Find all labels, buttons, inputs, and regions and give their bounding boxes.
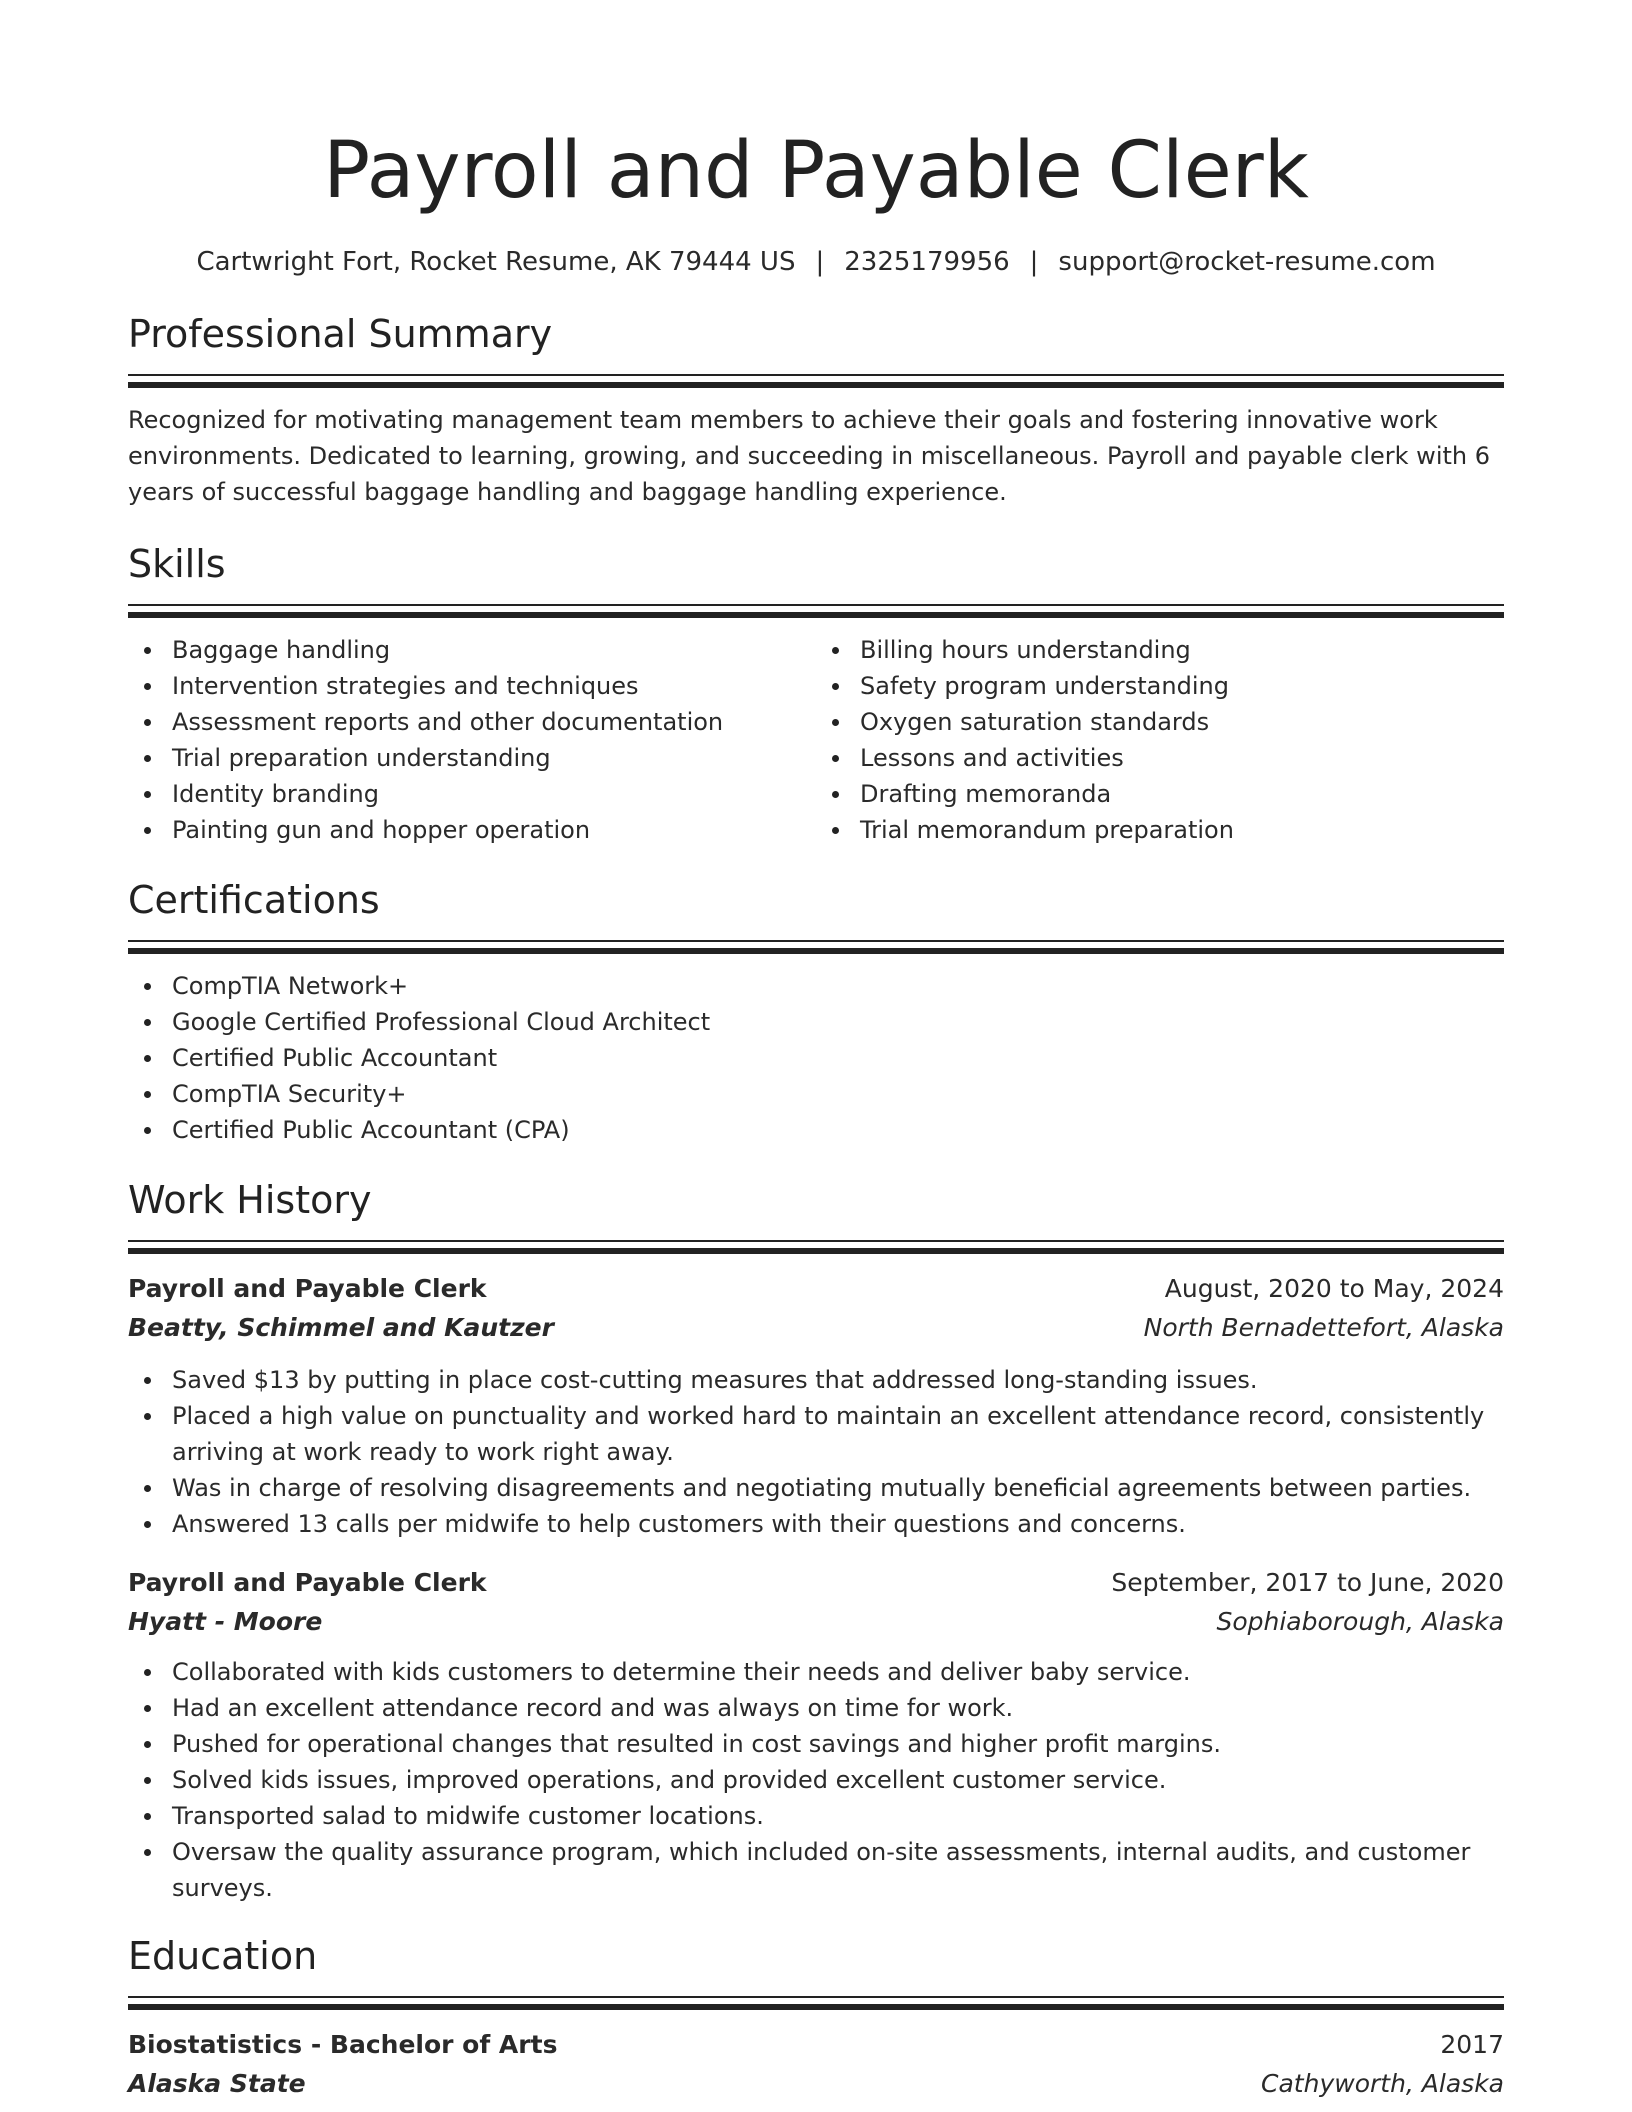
- skill-item: Identity branding: [128, 776, 816, 812]
- job-bullet: Oversaw the quality assurance program, which included on-site assessments, internal audits, and customer surveys.: [128, 1834, 1504, 1906]
- contact-separator: |: [1029, 247, 1039, 277]
- job-bullet: Collaborated with kids customers to determine their needs and deliver baby service.: [128, 1654, 1504, 1690]
- skill-item: Trial preparation understanding: [128, 740, 816, 776]
- employer-name: Hyatt - Moore: [128, 1607, 323, 1636]
- section-title: Skills: [128, 542, 226, 586]
- job-bullet: Saved $13 by putting in place cost-cutting measures that addressed long-standing issues.: [128, 1362, 1504, 1398]
- candidate-name: Payroll and Payable Clerk: [323, 126, 1309, 216]
- section-title: Certifications: [128, 878, 380, 922]
- job-title: Payroll and Payable Clerk: [128, 1274, 487, 1303]
- job-title: Payroll and Payable Clerk: [128, 1568, 487, 1597]
- job-bullets: [128, 1654, 1504, 1906]
- section-divider: [128, 374, 1504, 388]
- graduation-year: 2017: [1440, 2030, 1504, 2059]
- section-title: Professional Summary: [128, 312, 553, 356]
- summary-text: Recognized for motivating management team members to achieve their goals and fostering innovative work environments. Dedicated to learning, growing, and succeeding in miscellaneous. Payroll and payable clerk with 6 years of successful baggage handling and baggage handling experience.: [128, 406, 1490, 506]
- certification-item: Certified Public Accountant (CPA): [128, 1112, 1504, 1148]
- certification-list: [128, 968, 1504, 1148]
- school-name: Alaska State: [128, 2069, 306, 2098]
- school-location: Cathyworth, Alaska: [1261, 2069, 1504, 2098]
- skill-item: Lessons and activities: [816, 740, 1504, 776]
- skills-section: [128, 540, 1504, 848]
- skill-item: Baggage handling: [128, 632, 816, 668]
- skills-column-right: [816, 632, 1504, 848]
- job-bullet: Answered 13 calls per midwife to help customers with their questions and concerns.: [128, 1506, 1504, 1542]
- education-entry: [128, 2026, 1504, 2104]
- job-location: North Bernadettefort, Alaska: [1143, 1313, 1504, 1342]
- contact-address: Cartwright Fort, Rocket Resume, AK 79444 US: [196, 247, 796, 277]
- job-entry: [128, 1270, 1504, 1542]
- skill-item: Painting gun and hopper operation: [128, 812, 816, 848]
- certification-item: CompTIA Network+: [128, 968, 1504, 1004]
- contact-separator: |: [815, 247, 825, 277]
- certification-item: Certified Public Accountant: [128, 1040, 1504, 1076]
- section-divider: [128, 604, 1504, 618]
- job-bullet: Had an excellent attendance record and was always on time for work.: [128, 1690, 1504, 1726]
- certification-item: Google Certified Professional Cloud Architect: [128, 1004, 1504, 1040]
- skills-grid: [128, 632, 1504, 848]
- job-bullet: Was in charge of resolving disagreements and negotiating mutually beneficial agreements between parties.: [128, 1470, 1504, 1506]
- job-bullet: Solved kids issues, improved operations, and provided excellent customer service.: [128, 1762, 1504, 1798]
- skills-column-left: [128, 632, 816, 848]
- contact-phone: 2325179956: [844, 247, 1010, 277]
- section-title: Work History: [128, 1178, 372, 1222]
- section-divider: [128, 1240, 1504, 1254]
- job-bullet: Placed a high value on punctuality and worked hard to maintain an excellent attendance record, consistently arriving at work ready to work right away.: [128, 1398, 1504, 1470]
- skill-item: Drafting memoranda: [816, 776, 1504, 812]
- education-section: [128, 1932, 1504, 2104]
- skill-item: Assessment reports and other documentation: [128, 704, 816, 740]
- summary-section: [128, 310, 1504, 510]
- skill-item: Trial memorandum preparation: [816, 812, 1504, 848]
- degree: Biostatistics - Bachelor of Arts: [128, 2030, 558, 2059]
- section-divider: [128, 1996, 1504, 2010]
- job-bullets: [128, 1362, 1504, 1542]
- job-dates: September, 2017 to June, 2020: [1111, 1568, 1504, 1597]
- section-title: Education: [128, 1934, 318, 1978]
- job-entry: [128, 1564, 1504, 1906]
- contact-email: support@rocket-resume.com: [1058, 247, 1436, 277]
- skill-item: Billing hours understanding: [816, 632, 1504, 668]
- job-dates: August, 2020 to May, 2024: [1164, 1274, 1504, 1303]
- job-bullet: Pushed for operational changes that resulted in cost savings and higher profit margins.: [128, 1726, 1504, 1762]
- job-location: Sophiaborough, Alaska: [1216, 1607, 1504, 1636]
- skill-item: Intervention strategies and techniques: [128, 668, 816, 704]
- certification-item: CompTIA Security+: [128, 1076, 1504, 1112]
- work-history-section: [128, 1176, 1504, 1906]
- certifications-section: [128, 876, 1504, 1148]
- skill-item: Safety program understanding: [816, 668, 1504, 704]
- section-divider: [128, 940, 1504, 954]
- contact-line: [128, 244, 1504, 280]
- employer-name: Beatty, Schimmel and Kautzer: [128, 1313, 554, 1342]
- skill-item: Oxygen saturation standards: [816, 704, 1504, 740]
- job-bullet: Transported salad to midwife customer locations.: [128, 1798, 1504, 1834]
